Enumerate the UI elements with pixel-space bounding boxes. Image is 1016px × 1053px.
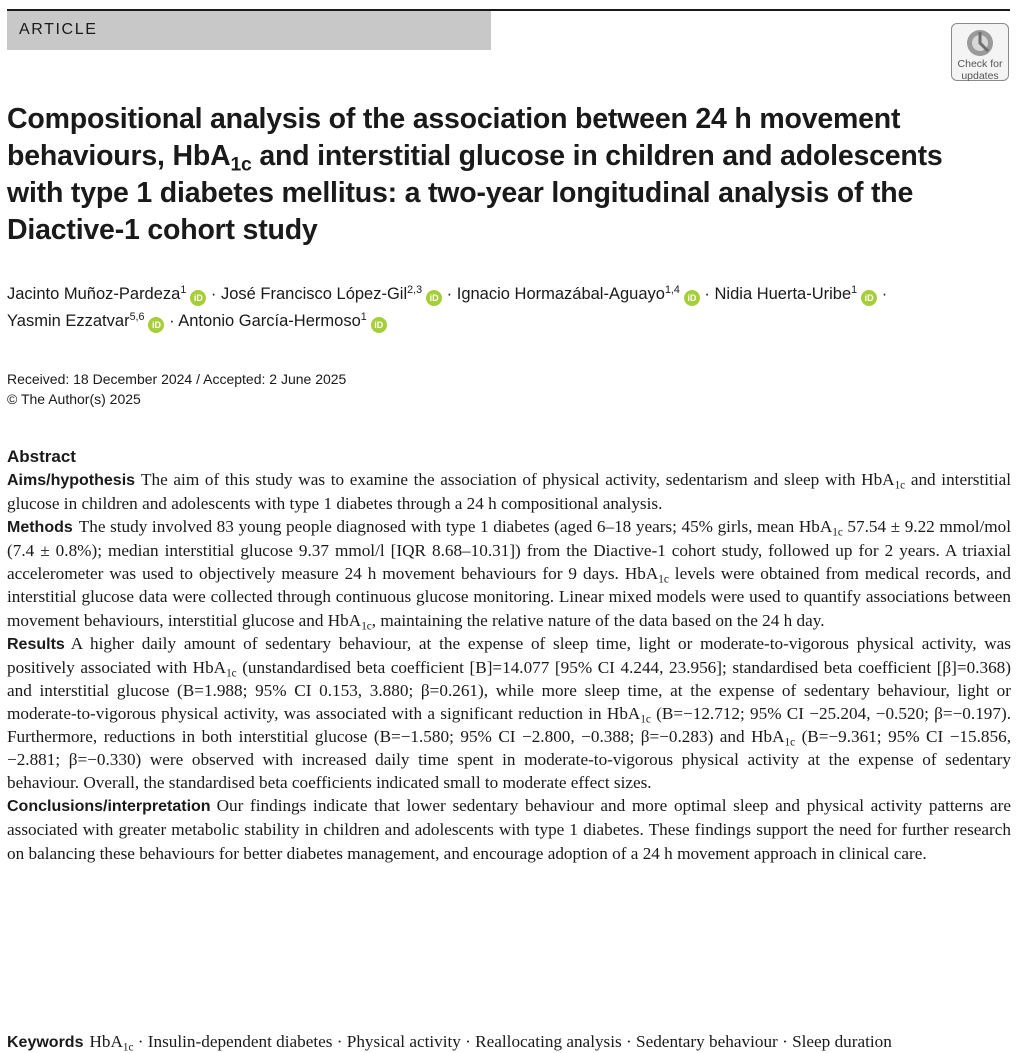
abstract-aims (7, 468, 1011, 515)
methods-text: levels were obtained from medical records, and interstitial glucose data were collected through continuous glucose monitoring. Linear mixed models were used to quantify associations between movement behaviours, interstitial glucose and HbA (7, 564, 1011, 630)
author-name[interactable]: Yasmin Ezzatvar (7, 312, 130, 330)
author-affiliation: 2,3 (407, 284, 423, 297)
orcid-icon[interactable]: iD (861, 290, 877, 306)
abstract-conclusions (7, 794, 1011, 864)
updates-line1: Check for (957, 58, 1003, 70)
received-accepted-dates: Received: 18 December 2024 / Accepted: 2 June 2025 (7, 371, 347, 387)
title-text-2: and interstitial glucose in children and adolescents with type 1 diabetes mellitus: a two-year longitudinal analysis of the Diactive-1 cohort study (7, 140, 943, 246)
keywords-label: Keywords (7, 1034, 84, 1051)
keywords-line (7, 1030, 1011, 1053)
conclusions-label: Conclusions/interpretation (7, 798, 211, 816)
results-text: (B=−9.361; 95% CI −15.856, −2.881; β=−0.330) were observed with increased daily time spent in moderate-to-vigorous physical activity at the expense of sedentary behaviour. Overall, the standardised beta coefficients indicated small to moderate effect sizes. (7, 727, 1011, 793)
author-name[interactable]: Antonio García-Hermoso (178, 312, 361, 330)
article-type-band (7, 11, 491, 50)
copyright-line: © The Author(s) 2025 (7, 391, 141, 407)
subscript: 1c (640, 713, 651, 726)
author-affiliation: 1 (180, 284, 187, 297)
author-name[interactable]: Jacinto Muñoz-Pardeza (7, 285, 181, 303)
orcid-icon[interactable]: iD (371, 317, 387, 333)
title-subscript: 1c (230, 153, 252, 176)
methods-label: Methods (7, 519, 73, 537)
conclusions-text: Our findings indicate that lower sedentary behaviour and more optimal sleep and physical activity patterns are associated with greater metabolic stability in children and adolescents with type 1 diabetes. These findings support the need for further research on balancing these behaviours for better diabetes management, and encourage adoption of a 24 h movement approach in clinical care. (7, 796, 1011, 863)
aims-label: Aims/hypothesis (7, 472, 136, 489)
author-affiliation: 5,6 (129, 311, 145, 324)
author-affiliation: 1 (851, 284, 858, 297)
abstract-results (7, 632, 1011, 795)
methods-text: , maintaining the relative nature of the data based on the 24 h day. (371, 610, 825, 630)
abstract (7, 446, 1011, 865)
abstract-heading: Abstract (7, 447, 76, 466)
author-name[interactable]: Ignacio Hormazábal-Aguayo (456, 285, 665, 303)
methods-text: 57.54 ± 9.22 mmol/mol (7.4 ± 0.8%); median interstitial glucose 9.37 mmol/l [IQR 8.68–10.31]) from the Diactive-1 cohort study, followed up for 2 years. A triaxial accelerometer was used to objectively measure 24 h movement behaviours for 9 days. HbA (7, 517, 1011, 584)
updates-line2: updates (961, 70, 999, 82)
results-label: Results (7, 635, 65, 653)
author-name[interactable]: Nidia Huerta-Uribe (714, 285, 852, 303)
aims-text: The aim of this study was to examine the association of physical activity, sedentarism and sleep with HbA (141, 470, 895, 489)
orcid-icon[interactable]: iD (684, 290, 700, 306)
subscript: 1c (226, 667, 237, 680)
subscript: 1c (832, 526, 843, 539)
title-text-1: Compositional analysis of the association between 24 h movement behaviours, HbA (7, 103, 901, 172)
subscript: 1c (784, 736, 796, 749)
subscript: 1c (122, 1041, 134, 1053)
publication-meta (7, 369, 346, 409)
author-list: Jacinto Muñoz-Pardeza$^1$iD · José Francisco López-Gil$^{2,3}$iD · Ignacio Hormazábal-Aguayo$^{1,4}$iD · Nidia Huerta-Uribe$^1$iD · Yasmin Ezzatvar$^{5,6}$iD · Antonio García-Hermoso$^1$iD (7, 281, 1012, 335)
orcid-icon[interactable]: iD (190, 290, 206, 306)
results-text: (unstandardised beta coefficient [B]=14.077 [95% CI 4.244, 23.956]; standardised beta coefficient [β]=0.368) and interstitial glucose (B=1.988; 95% CI 0.153, 3.880; β=0.261), while more sleep time, at the expense of sedentary behaviour, light or moderate-to-vigorous physical activity, was associated with a significant reduction in HbA (7, 657, 1011, 723)
article-type-label: ARTICLE (19, 21, 98, 38)
subscript: 1c (361, 619, 372, 632)
keywords-list: · Insulin-dependent diabetes · Physical activity · Reallocating analysis · Sedentary behaviour · Sleep duration (133, 1032, 892, 1051)
abstract-methods (7, 515, 1011, 631)
keyword-hba1c: HbA (89, 1032, 123, 1051)
subscript: 1c (894, 479, 906, 492)
aims-text: and interstitial glucose in children and adolescents with type 1 diabetes through a 24 h compositional analysis. (7, 470, 1011, 514)
author-name[interactable]: José Francisco López-Gil (220, 285, 408, 303)
author-affiliation: 1 (360, 311, 367, 324)
check-for-updates-button[interactable] (951, 23, 1009, 81)
orcid-icon[interactable]: iD (426, 290, 442, 306)
crossmark-icon (965, 28, 995, 58)
subscript: 1c (658, 573, 669, 586)
results-text: A higher daily amount of sedentary behaviour, at the expense of sleep time, light or moderate-to-vigorous physical activity, was positively associated with HbA (7, 633, 1011, 677)
orcid-icon[interactable]: iD (148, 317, 164, 333)
methods-text: The study involved 83 young people diagnosed with type 1 diabetes (aged 6–18 years; 45% girls, mean HbA (78, 517, 833, 537)
author-affiliation: 1,4 (664, 284, 680, 297)
results-text: (B=−12.712; 95% CI −25.204, −0.520; β=−0.197). Furthermore, reductions in both interstitial glucose (B=−1.580; 95% CI −2.800, −0.388; β=−0.283) and HbA (7, 703, 1011, 747)
article-title (7, 101, 967, 249)
